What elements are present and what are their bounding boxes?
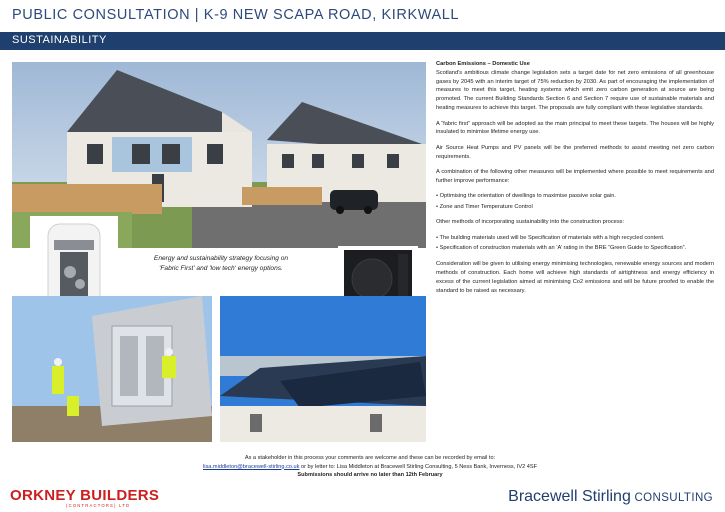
bullet-item: • Specification of construction materials with an ‘A’ rating in the BRE “Green Guide to Specification”. (436, 245, 687, 252)
construction-photo (12, 296, 212, 442)
paragraph-3: Air Source Heat Pumps and PV panels will be the preferred methods to assist meeting net zero carbon requirements. (436, 144, 714, 160)
caption-line-2: 'Fabric First' and 'low tech' energy options. (159, 264, 283, 272)
bullet-item: • Zone and Timer Temperature Control (436, 203, 533, 210)
paragraph-5: Other methods of incorporating sustainability into the construction process: (436, 219, 625, 226)
contact-address: or by letter to: Lisa Middleton at Bracewell Stirling Consulting, 5 Ness Bank, Inverness, IV2 4SF (299, 463, 537, 470)
paragraph-4: A combination of the following other measures will be implemented where possible to meet requirements and further improve performance: (436, 169, 714, 184)
paragraph-2: A “fabric first” approach will be adopted as the main principal to meet these targets. The houses will be highly insulated to minimise lifetime energy use. (436, 120, 714, 136)
body-text (436, 60, 714, 302)
contact-line-1: As a stakeholder in this process your comments are welcome and these can be recorded by email to: (244, 455, 496, 461)
logo-left-text: ORKNEY BUILDERS (10, 487, 160, 504)
caption-line-1: Energy and sustainability strategy focusing on (153, 255, 289, 262)
bullet-item: • Optimising the orientation of dwellings to maximise passive solar gain. (436, 193, 616, 200)
bracewell-stirling-logo (508, 488, 713, 506)
solar-roof-photo (220, 296, 426, 442)
paragraph-1: Scotland's ambitious climate change legislation sets a target date for net zero emissions of all greenhouse gases by 2045 with an interim target of 75% reduction by 2030. As part of encouraging the implementation of measures to meet this target, heating systems which emit zero carbon generation at source are being promoted. The current Building Standards Section 6 and Section 7 require use of sustainable materials and heating measures to achieve this target. The proposals are fully compliant with these legislative standards. (436, 69, 714, 112)
logo-left-subtext: (CONTRACTORS) LTD (66, 503, 131, 508)
logo-right-sub: CONSULTING (630, 492, 713, 504)
logo-right-main: Bracewell Stirling (508, 488, 631, 505)
submission-deadline: Submissions should arrive no later than 12th February (297, 472, 443, 479)
page-title: PUBLIC CONSULTATION | K-9 NEW SCAPA ROAD, KIRKWALL (12, 7, 460, 23)
orkney-builders-logo (10, 487, 160, 509)
contact-info (150, 454, 590, 480)
section-bar (0, 32, 725, 50)
contact-line-2 (150, 463, 590, 472)
bullet-item: • The building materials used will be Specification of materials with a high recycled content. (436, 234, 665, 241)
paragraph-6: Consideration will be given to utilising energy minimising technologies, renewable energy sources and modern methods of construction. Each home will achieve high standards of airtightness and energy efficiency in excess of the current legislation aimed at minimising Co2 emissions and will be future proofed to enable the standard to be raised as necessary. (436, 261, 714, 294)
email-link[interactable]: lisa.middleton@bracewell-stirling.co.uk (202, 463, 300, 470)
image-caption (126, 254, 316, 273)
section-heading: Carbon Emissions – Domestic Use (436, 61, 530, 67)
section-title: SUSTAINABILITY (12, 34, 107, 46)
title-bar (0, 0, 725, 32)
